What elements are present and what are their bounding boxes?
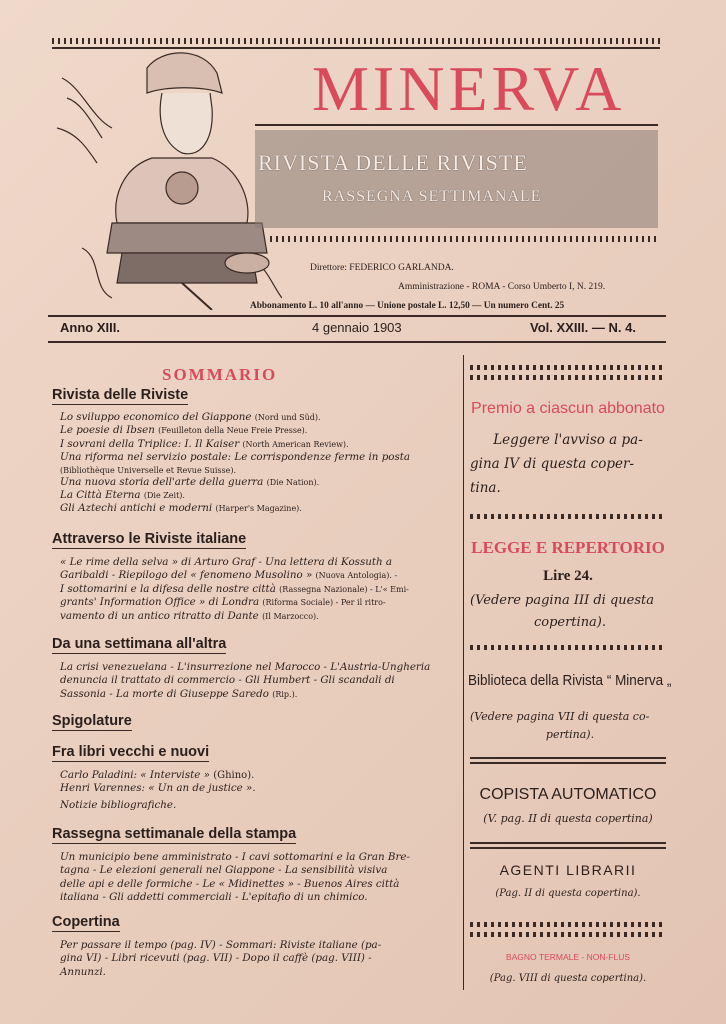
section-list xyxy=(60,851,460,905)
minerva-bust-illustration xyxy=(52,48,282,310)
section-list xyxy=(60,661,460,701)
biblioteca-title: Biblioteca della Rivista “ Minerva „ xyxy=(468,672,672,689)
premio-line: Leggere l'avviso a pa- xyxy=(493,432,643,448)
agenti-title: AGENTI LIBRARII xyxy=(499,862,637,878)
issue-bar-bottom-rule xyxy=(48,341,666,343)
legge-title: LEGGE E REPERTORIO xyxy=(471,538,665,557)
subscription-line: Abbonamento L. 10 all'anno — Unione postale L. 12,50 — Un numero Cent. 25 xyxy=(250,301,565,311)
list-item: Notizie bibliografiche. xyxy=(60,798,177,811)
list-item: gina VI) - Libri ricevuti (pag. VII) - Dopo il caffè (pag. VIII) - xyxy=(60,952,372,965)
biblioteca-line: (Vedere pagina VII di questa co- xyxy=(470,710,650,723)
administration-line: Amministrazione - ROMA - Corso Umberto I, N. 219. xyxy=(398,282,606,292)
sidebar-rule xyxy=(470,762,666,764)
premio-line: gina IV di questa coper- xyxy=(470,456,634,472)
biblioteca-line: pertina). xyxy=(545,728,595,741)
agenti-text: (Pag. II di questa copertina). xyxy=(495,888,641,899)
summary-heading: SOMMARIO xyxy=(162,365,278,384)
list-item: Gli Aztechi antichi e moderni (Harper's Magazine). xyxy=(60,502,302,515)
section-list xyxy=(60,556,460,623)
top-border-ornament xyxy=(52,38,660,44)
list-item: « Le rime della selva » di Arturo Graf - Una lettera di Kossuth a xyxy=(60,556,393,568)
bagno-title: BAGNO TERMALE - NON-FLUS xyxy=(505,952,631,962)
premio-title: Premio a ciascun abbonato xyxy=(471,400,665,417)
list-item: Henri Varennes: « Un an de justice ». xyxy=(60,782,256,795)
section-title: Copertina xyxy=(52,914,120,930)
copista-text: (V. pag. II di questa copertina) xyxy=(483,812,653,825)
sidebar-rule xyxy=(470,847,666,849)
list-item: delle api e delle formiche - Le « Midinettes » - Buenos Aires città xyxy=(60,877,400,890)
column-divider xyxy=(463,355,464,990)
sidebar-ornament xyxy=(470,375,666,380)
issue-date: 4 gennaio 1903 xyxy=(312,320,402,335)
legge-price: Lire 24. xyxy=(543,568,593,584)
list-item: Annunzi. xyxy=(60,965,106,978)
list-item: tagna - Le elezioni generali nel Giappone - La sensibilità visiva xyxy=(60,864,388,877)
issue-volume: Vol. XXIII. — N. 4. xyxy=(530,320,636,335)
masthead-subtitle-secondary: RASSEGNA SETTIMANALE xyxy=(322,188,542,205)
section-title: Rivista delle Riviste xyxy=(52,387,189,403)
section-title: Rassegna settimanale della stampa xyxy=(52,826,297,842)
masthead-bottom-ornament xyxy=(270,236,660,242)
sidebar-ornament xyxy=(470,922,666,927)
sidebar-rule xyxy=(470,757,666,759)
subtitle-band xyxy=(255,130,658,228)
biblioteca-text xyxy=(470,708,670,744)
copista-title: COPISTA AUTOMATICO xyxy=(479,786,657,803)
list-item: I sottomarini e la difesa delle nostre città (Rassegna Nazionale) - L'« Emi- xyxy=(60,582,409,595)
list-item: Un municipio bene amministrato - I cavi sottomarini e la Gran Bre- xyxy=(60,851,410,863)
sidebar-ornament xyxy=(470,514,666,519)
list-item: Sassonia - La morte di Giuseppe Saredo (Rip.). xyxy=(60,687,298,700)
legge-line: (Vedere pagina III di questa xyxy=(470,593,655,608)
list-item: vamento di un antico ritratto di Dante (Il Marzocco). xyxy=(60,609,319,622)
list-item: Per passare il tempo (pag. IV) - Sommari: Riviste italiane (pa- xyxy=(60,939,382,951)
issue-year: Anno XIII. xyxy=(60,320,120,335)
title-underline xyxy=(255,124,658,126)
list-item: Carlo Paladini: « Interviste » (Ghino). xyxy=(60,769,255,781)
director-line: Direttore: FEDERICO GARLANDA. xyxy=(310,263,454,273)
sidebar-ornament xyxy=(470,365,666,370)
list-item: grants' Information Office » di Londra (Riforma Sociale) - Per il ritro- xyxy=(60,596,386,609)
list-item: Una nuova storia dell'arte della guerra (Die Nation). xyxy=(60,475,320,488)
list-item: italiana - Gli addetti commerciali - L'epitafio di un chimico. xyxy=(60,891,368,904)
masthead-subtitle: RIVISTA DELLE RIVISTE xyxy=(258,150,528,175)
list-item: Lo sviluppo economico del Giappone (Nord und Süd). xyxy=(60,411,321,423)
section-list xyxy=(60,769,460,812)
list-item: La crisi venezuelana - L'insurrezione nel Marocco - L'Austria-Ungheria xyxy=(60,661,431,673)
premio-line: tina. xyxy=(470,480,501,496)
list-item: Garibaldi - Riepilogo del « fenomeno Musolino » (Nuova Antologia). - xyxy=(60,569,398,582)
section-title: Attraverso le Riviste italiane xyxy=(52,531,247,547)
list-item: I sovrani della Triplice: I. Il Kaiser (North American Review). xyxy=(60,437,349,450)
list-item: La Città Eterna (Die Zeit). xyxy=(60,489,185,502)
list-item: Una riforma nel servizio postale: Le corrispondenze ferme in posta xyxy=(60,451,411,464)
section-list xyxy=(60,411,460,516)
section-list xyxy=(60,939,460,979)
premio-text xyxy=(470,428,666,500)
sidebar-rule xyxy=(470,842,666,844)
section-title: Fra libri vecchi e nuovi xyxy=(52,744,210,760)
list-item: denuncia il trattato di commercio - Gli Humbert - Gli scandali di xyxy=(60,674,395,687)
list-item: Le poesie di Ibsen (Feuilleton della Neue Freie Presse). xyxy=(60,424,308,437)
section-title: Spigolature xyxy=(52,713,132,729)
legge-line: copertina). xyxy=(533,615,607,630)
legge-text xyxy=(470,590,670,634)
bagno-text: (Pag. VIII di questa copertina). xyxy=(489,973,647,984)
section-title: Da una settimana all'altra xyxy=(52,636,227,652)
sidebar-ornament xyxy=(470,932,666,937)
masthead-title: MINERVA xyxy=(312,53,626,124)
list-item: (Bibliothèque Universelle et Revue Suisse). xyxy=(60,465,237,475)
issue-bar-top-rule xyxy=(48,315,666,317)
sidebar-ornament xyxy=(470,645,666,650)
